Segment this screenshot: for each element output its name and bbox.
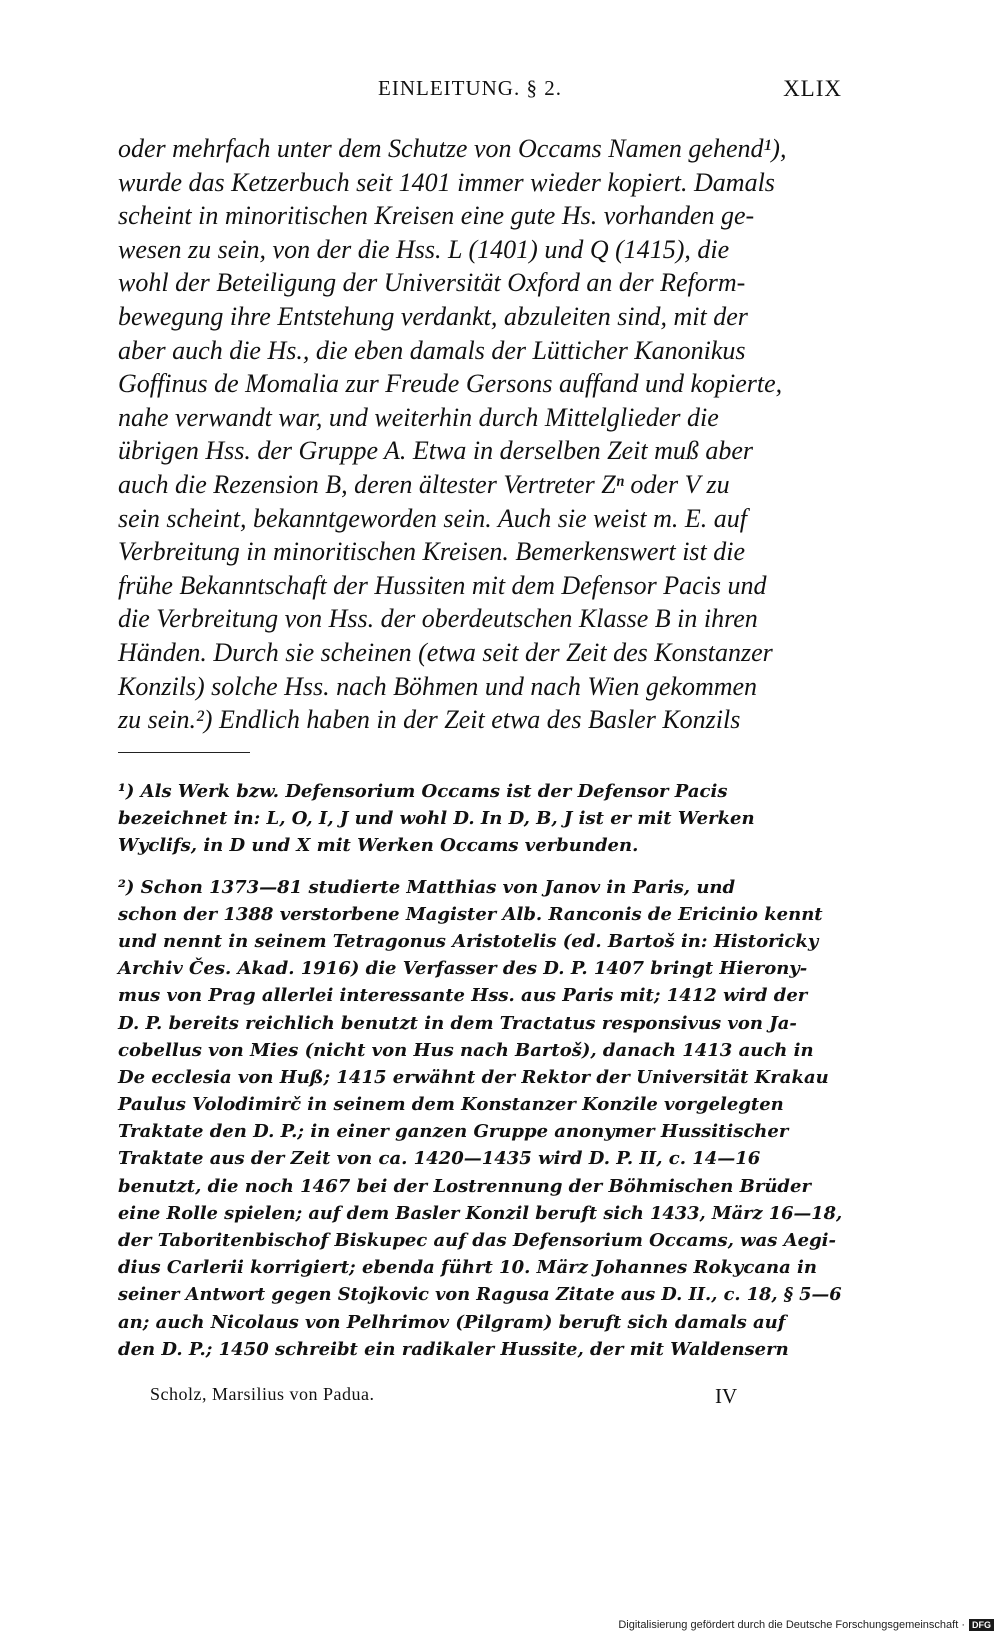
footnote-2 xyxy=(118,874,842,1363)
signature-line xyxy=(150,1384,770,1414)
footnotes xyxy=(118,778,842,1363)
footnote-line: an; auch Nicolaus von Pelhrimov (Pilgram) beruft sich damals auf xyxy=(118,1311,786,1333)
footnote-line: cobellus von Mies (nicht von Hus nach Bartoš), danach 1413 auch in xyxy=(118,1039,814,1061)
text-line: Konzils) solche Hss. nach Böhmen und nach Wien gekommen xyxy=(118,671,758,701)
footnote-line: der Taboritenbischof Biskupec auf das Defensorium Occams, was Aegi- xyxy=(118,1230,836,1251)
footnote-line: D. P. bereits reichlich benutzt in dem Tractatus responsivus von Ja- xyxy=(118,1012,797,1034)
running-header xyxy=(0,72,1000,112)
text-line: frühe Bekanntschaft der Hussiten mit dem Defensor Pacis und xyxy=(118,570,767,600)
footnote-line: den D. P.; 1450 schreibt ein radikaler Hussite, der mit Waldensern xyxy=(118,1338,789,1360)
text-line: oder mehrfach unter dem Schutze von Occams Namen gehend¹), xyxy=(118,134,787,163)
text-line: übrigen Hss. der Gruppe A. Etwa in derselben Zeit muß aber xyxy=(118,436,754,466)
footnote-line: eine Rolle spielen; auf dem Basler Konzil beruft sich 1433, März 16—18, xyxy=(118,1202,843,1224)
text-line: Goffinus de Momalia zur Freude Gersons auffand und kopierte, xyxy=(118,369,783,399)
text-line: sein scheint, bekanntgeworden sein. Auch sie weist m. E. auf xyxy=(118,503,747,533)
digitization-credit xyxy=(618,1619,994,1631)
footnote-line: Traktate aus der Zeit von ca. 1420—1435 wird D. P. II, c. 14—16 xyxy=(118,1148,761,1170)
text-line: bewegung ihre Entstehung verdankt, abzuleiten sind, mit der xyxy=(118,301,748,331)
footnote-separator xyxy=(118,752,250,753)
running-title: EINLEITUNG. § 2. xyxy=(378,76,562,100)
text-line: die Verbreitung von Hss. der oberdeutschen Klasse B in ihren xyxy=(118,604,758,634)
footnote-1 xyxy=(118,778,842,860)
text-line: aber auch die Hs., die eben damals der Lütticher Kanonikus xyxy=(118,335,746,365)
text-line: wesen zu sein, von der die Hss. L (1401) und Q (1415), die xyxy=(118,234,730,264)
sheet-mark: IV xyxy=(715,1384,738,1408)
dfg-logo-icon: DFG xyxy=(969,1619,994,1631)
page-number: XLIX xyxy=(783,76,842,101)
footnote-line: De ecclesia von Huß; 1415 erwähnt der Rektor der Universität Krakau xyxy=(118,1066,829,1088)
text-line: zu sein.²) Endlich haben in der Zeit etwa des Basler Konzils xyxy=(118,705,741,735)
text-line: Händen. Durch sie scheinen (etwa seit der Zeit des Konstanzer xyxy=(118,637,773,667)
footnote-line: ²) Schon 1373—81 studierte Matthias von Janov in Paris, und xyxy=(118,876,736,898)
text-line: nahe verwandt war, und weiterhin durch Mittelglieder die xyxy=(118,402,719,432)
footnote-line: Paulus Volodimirč in seinem dem Konstanzer Konzile vorgelegten xyxy=(118,1094,784,1116)
credit-text: Digitalisierung gefördert durch die Deutsche Forschungsgemeinschaft · xyxy=(618,1619,965,1631)
text-line: Verbreitung in minoritischen Kreisen. Bemerkenswert ist die xyxy=(118,537,746,567)
text-line: auch die Rezension B, deren ältester Vertreter Zⁿ oder V zu xyxy=(118,469,730,499)
footnote-line: benutzt, die noch 1467 bei der Lostrennung der Böhmischen Brüder xyxy=(118,1175,811,1197)
footnote-line: Archiv Čes. Akad. 1916) die Verfasser des D. P. 1407 bringt Hierony- xyxy=(118,958,808,980)
footnote-gap xyxy=(118,860,842,874)
signature-author: Scholz, Marsilius von Padua. xyxy=(150,1384,375,1404)
footnote-line: Wyclifs, in D und X mit Werken Occams verbunden. xyxy=(118,835,639,857)
footnote-line: bezeichnet in: L, O, I, J und wohl D. In D, B, J ist er mit Werken xyxy=(118,808,755,830)
footnote-line: Traktate den D. P.; in einer ganzen Gruppe anonymer Hussitischer xyxy=(118,1121,789,1143)
footnote-line: seiner Antwort gegen Stojkovic von Ragusa Zitate aus D. II., c. 18, § 5—6 xyxy=(118,1284,842,1306)
text-line: wurde das Ketzerbuch seit 1401 immer wieder kopiert. Damals xyxy=(118,167,775,197)
footnote-line: dius Carlerii korrigiert; ebenda führt 10. März Johannes Rokycana in xyxy=(118,1257,817,1279)
main-text xyxy=(118,132,842,737)
footnote-line: schon der 1388 verstorbene Magister Alb. Ranconis de Ericinio kennt xyxy=(118,903,823,925)
footnote-line: mus von Prag allerlei interessante Hss. aus Paris mit; 1412 wird der xyxy=(118,985,808,1007)
footnote-line: und nennt in seinem Tetragonus Aristotelis (ed. Bartoš in: Historicky xyxy=(118,930,819,952)
text-line: wohl der Beteiligung der Universität Oxford an der Reform- xyxy=(118,268,746,298)
text-line: scheint in minoritischen Kreisen eine gute Hs. vorhanden ge- xyxy=(118,201,755,231)
footnote-line: ¹) Als Werk bzw. Defensorium Occams ist der Defensor Pacis xyxy=(118,781,728,802)
